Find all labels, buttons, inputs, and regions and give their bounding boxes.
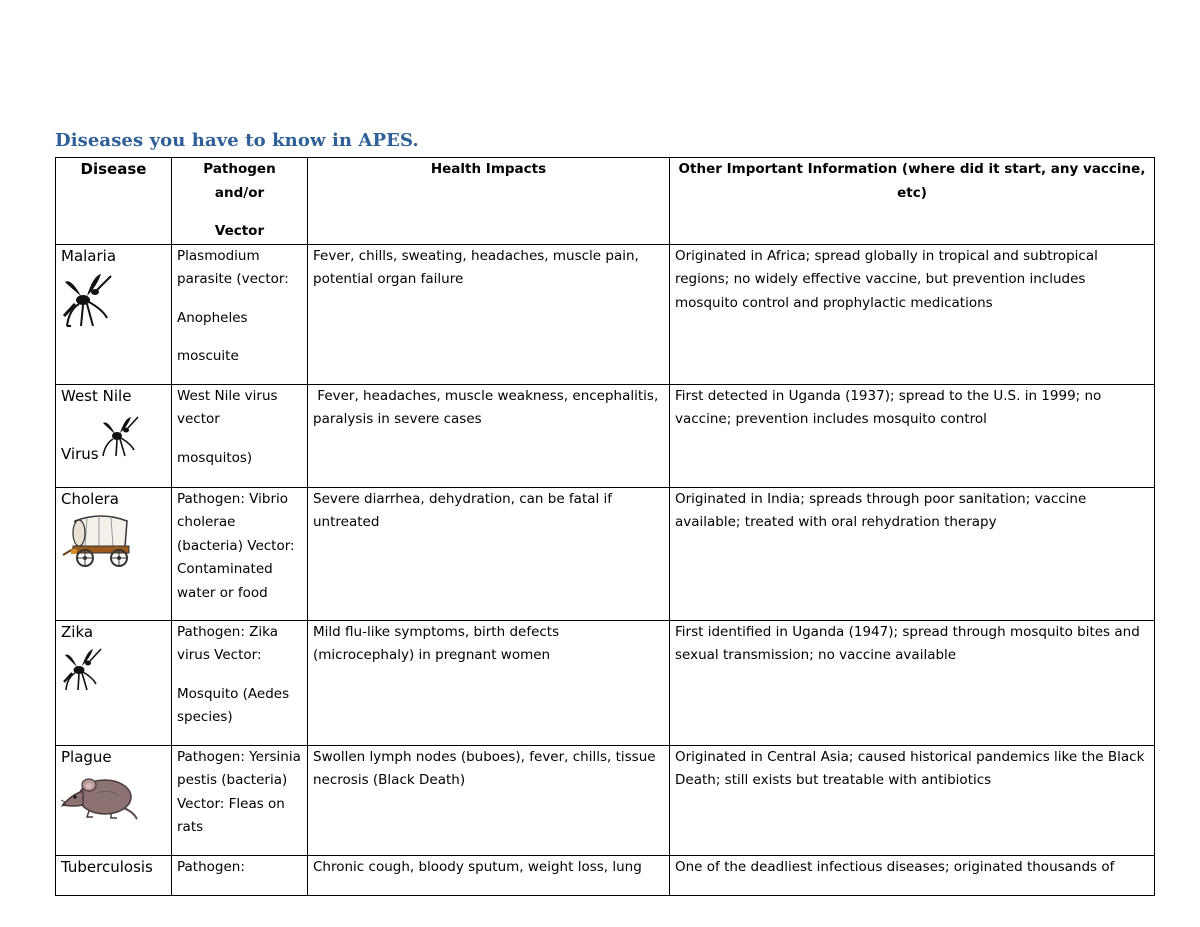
mosquito-icon [99,414,139,467]
cell-health: Chronic cough, bloody sputum, weight loss, lung [308,855,670,895]
pathogen-text-a: West Nile virus vector [177,387,278,427]
table-row-west-nile [56,384,1155,487]
cell-other: Originated in Africa; spread globally in tropical and subtropical regions; no widely effective vaccine, but prevention includes mosquito control and prophylactic medications [670,244,1155,384]
cell-health: Fever, chills, sweating, headaches, muscle pain, potential organ failure [308,244,670,384]
disease-name: Plague [61,747,112,766]
cell-other: Originated in Central Asia; caused historical pandemics like the Black Death; still exists but treatable with antibiotics [670,745,1155,855]
rat-icon [61,771,166,830]
mosquito-icon [61,646,166,701]
table-row-plague [56,745,1155,855]
header-health [308,158,670,245]
cell-disease [56,487,172,620]
cell-health: Severe diarrhea, dehydration, can be fatal if untreated [308,487,670,620]
header-pathogen [172,158,308,245]
cell-disease [56,244,172,384]
cell-disease [56,620,172,745]
disease-name: Tuberculosis [61,857,153,876]
pathogen-text-b: Anopheles [177,309,248,326]
pathogen-text-a: Pathogen: Zika virus Vector: [177,623,279,663]
disease-name: Zika [61,622,94,641]
cell-other: First detected in Uganda (1937); spread to the U.S. in 1999; no vaccine; prevention includes mosquito control [670,384,1155,487]
table-row-cholera [56,487,1155,620]
header-health-label: Health Impacts [430,161,547,177]
cell-health: Swollen lymph nodes (buboes), fever, chills, tissue necrosis (Black Death) [308,745,670,855]
table-header-row [56,158,1155,245]
mosquito-icon [61,270,166,337]
pathogen-text-b: mosquitos) [177,449,253,466]
table-row-tuberculosis [56,855,1155,895]
header-pathogen-line2: Vector [214,223,265,239]
cell-disease [56,745,172,855]
cell-disease [56,384,172,487]
header-pathogen-line1: Pathogen and/or [203,161,276,201]
header-disease-label: Disease [80,160,147,178]
disease-name: Malaria [61,246,117,265]
header-other-label: Other Important Information (where did it start, any vaccine, etc) [678,161,1146,201]
disease-name: Cholera [61,489,119,508]
table-row-zika [56,620,1155,745]
diseases-table [55,157,1155,896]
table-row-malaria [56,244,1155,384]
disease-name: West Nile [61,386,132,405]
cell-pathogen [172,384,308,487]
pathogen-text-c: moscuite [177,348,239,364]
covered-wagon-icon [61,513,166,576]
cell-pathogen: Pathogen: [172,855,308,895]
cell-pathogen [172,244,308,384]
cell-pathogen: Pathogen: Yersinia pestis (bacteria) Vector: Fleas on rats [172,745,308,855]
pathogen-text-b: Mosquito (Aedes species) [177,685,290,725]
cell-disease [56,855,172,895]
cell-health: Mild flu-like symptoms, birth defects (microcephaly) in pregnant women [308,620,670,745]
cell-other: Originated in India; spreads through poor sanitation; vaccine available; treated with oral rehydration therapy [670,487,1155,620]
cell-health: Fever, headaches, muscle weakness, encephalitis, paralysis in severe cases [308,384,670,487]
header-disease [56,158,172,245]
cell-pathogen: Pathogen: Vibrio cholerae (bacteria) Vector: Contaminated water or food [172,487,308,620]
cell-other: First identified in Uganda (1947); spread through mosquito bites and sexual transmission; no vaccine available [670,620,1155,745]
header-other [670,158,1155,245]
cell-pathogen [172,620,308,745]
disease-name-cont: Virus [61,445,99,463]
pathogen-text-a: Plasmodium parasite (vector: [177,247,289,287]
cell-other: One of the deadliest infectious diseases; originated thousands of [670,855,1155,895]
document-title: Diseases you have to know in APES. [55,130,419,151]
